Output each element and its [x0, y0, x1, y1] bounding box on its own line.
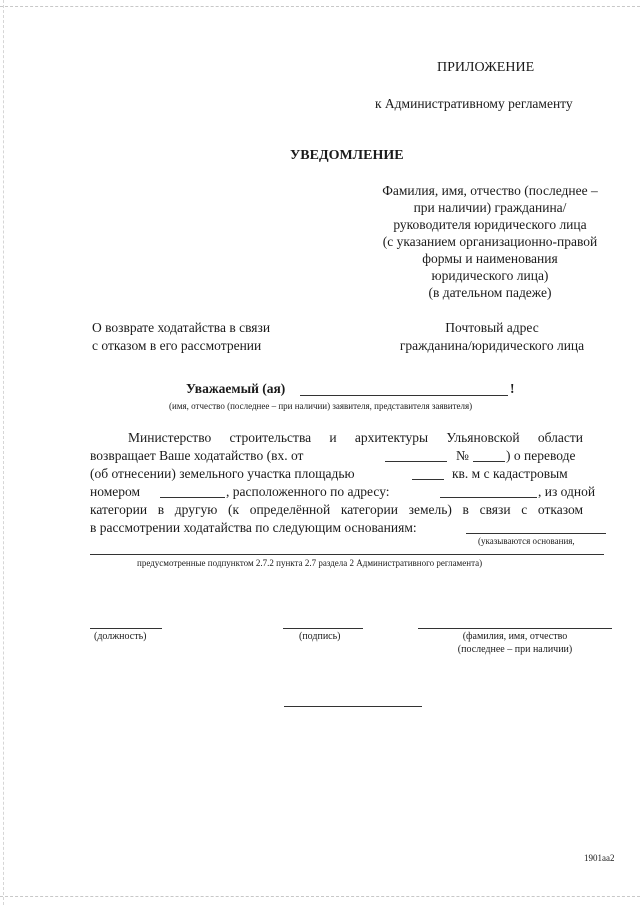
salutation-hint: (имя, отчество (последнее – при наличии) заявителя, представителя заявителя) [169, 401, 473, 411]
body-line-3a: (об отнесении) земельного участка площадью [90, 466, 355, 481]
salutation: Уважаемый (ая) [186, 381, 286, 396]
addressee-line: формы и наименования [422, 251, 558, 266]
grounds-hint-2: предусмотренные подпунктом 2.7.2 пункта 2.7 раздела 2 Административного регламента) [137, 558, 483, 568]
addressee-line: руководителя юридического лица [393, 217, 587, 232]
scan-edge-left [3, 0, 5, 905]
grounds-hint: (указываются основания, [478, 536, 575, 546]
body-line-4a: номером [90, 484, 141, 499]
body-line-2c: ) о переводе [506, 448, 576, 463]
area-line [412, 479, 444, 480]
addressee-line: юридического лица) [431, 268, 549, 283]
addressee-line: Фамилия, имя, отчество (последнее – [382, 183, 598, 198]
postal-address-label: Почтовый адрес [445, 320, 539, 335]
scan-edge-bottom [0, 896, 640, 898]
subject-line: О возврате ходатайства в связи [92, 320, 271, 335]
fullname-label-2: (последнее – при наличии) [457, 644, 573, 655]
footer-code: 1901aa2 [584, 853, 615, 863]
closing-separator [284, 706, 422, 707]
address-line [440, 497, 537, 498]
body-line-1: Министерство строительства и архитектуры Ульяновской области [128, 430, 583, 445]
body-line-3b: кв. м с кадастровым [452, 466, 568, 481]
addressee-line: при наличии) гражданина/ [413, 200, 567, 215]
incoming-number-line [473, 461, 505, 462]
signature-label: (подпись) [299, 631, 341, 642]
grounds-line-2 [90, 554, 604, 555]
cadastral-number-line [160, 497, 225, 498]
signature-line [283, 628, 363, 629]
body-line-5: категории в другую (к определённой категории земель) в связи с отказом [90, 502, 583, 517]
position-label: (должность) [94, 631, 147, 642]
fullname-line [418, 628, 612, 629]
position-line [90, 628, 162, 629]
salutation-name-line [300, 395, 508, 396]
appendix-label: ПРИЛОЖЕНИЕ [437, 60, 535, 75]
body-line-4c: , из одной [538, 484, 596, 499]
document-title: УВЕДОМЛЕНИЕ [290, 148, 404, 163]
scan-edge-top [0, 6, 640, 8]
postal-address-label: гражданина/юридического лица [399, 338, 585, 353]
incoming-date-line [385, 461, 447, 462]
grounds-line [466, 533, 606, 534]
body-line-2b: № [456, 448, 469, 463]
subject-line: с отказом в его рассмотрении [92, 338, 262, 353]
fullname-label: (фамилия, имя, отчество [462, 631, 568, 642]
addressee-line: (в дательном падеже) [428, 285, 552, 300]
body-line-4b: , расположенного по адресу: [226, 484, 390, 499]
body-line-2a: возвращает Ваше ходатайство (вх. от [90, 448, 304, 463]
addressee-line: (с указанием организационно-правой [382, 234, 598, 249]
salutation-exclamation: ! [510, 381, 515, 396]
body-line-6: в рассмотрении ходатайства по следующим основаниям: [90, 520, 417, 535]
regulation-label: к Административному регламенту [375, 96, 573, 111]
